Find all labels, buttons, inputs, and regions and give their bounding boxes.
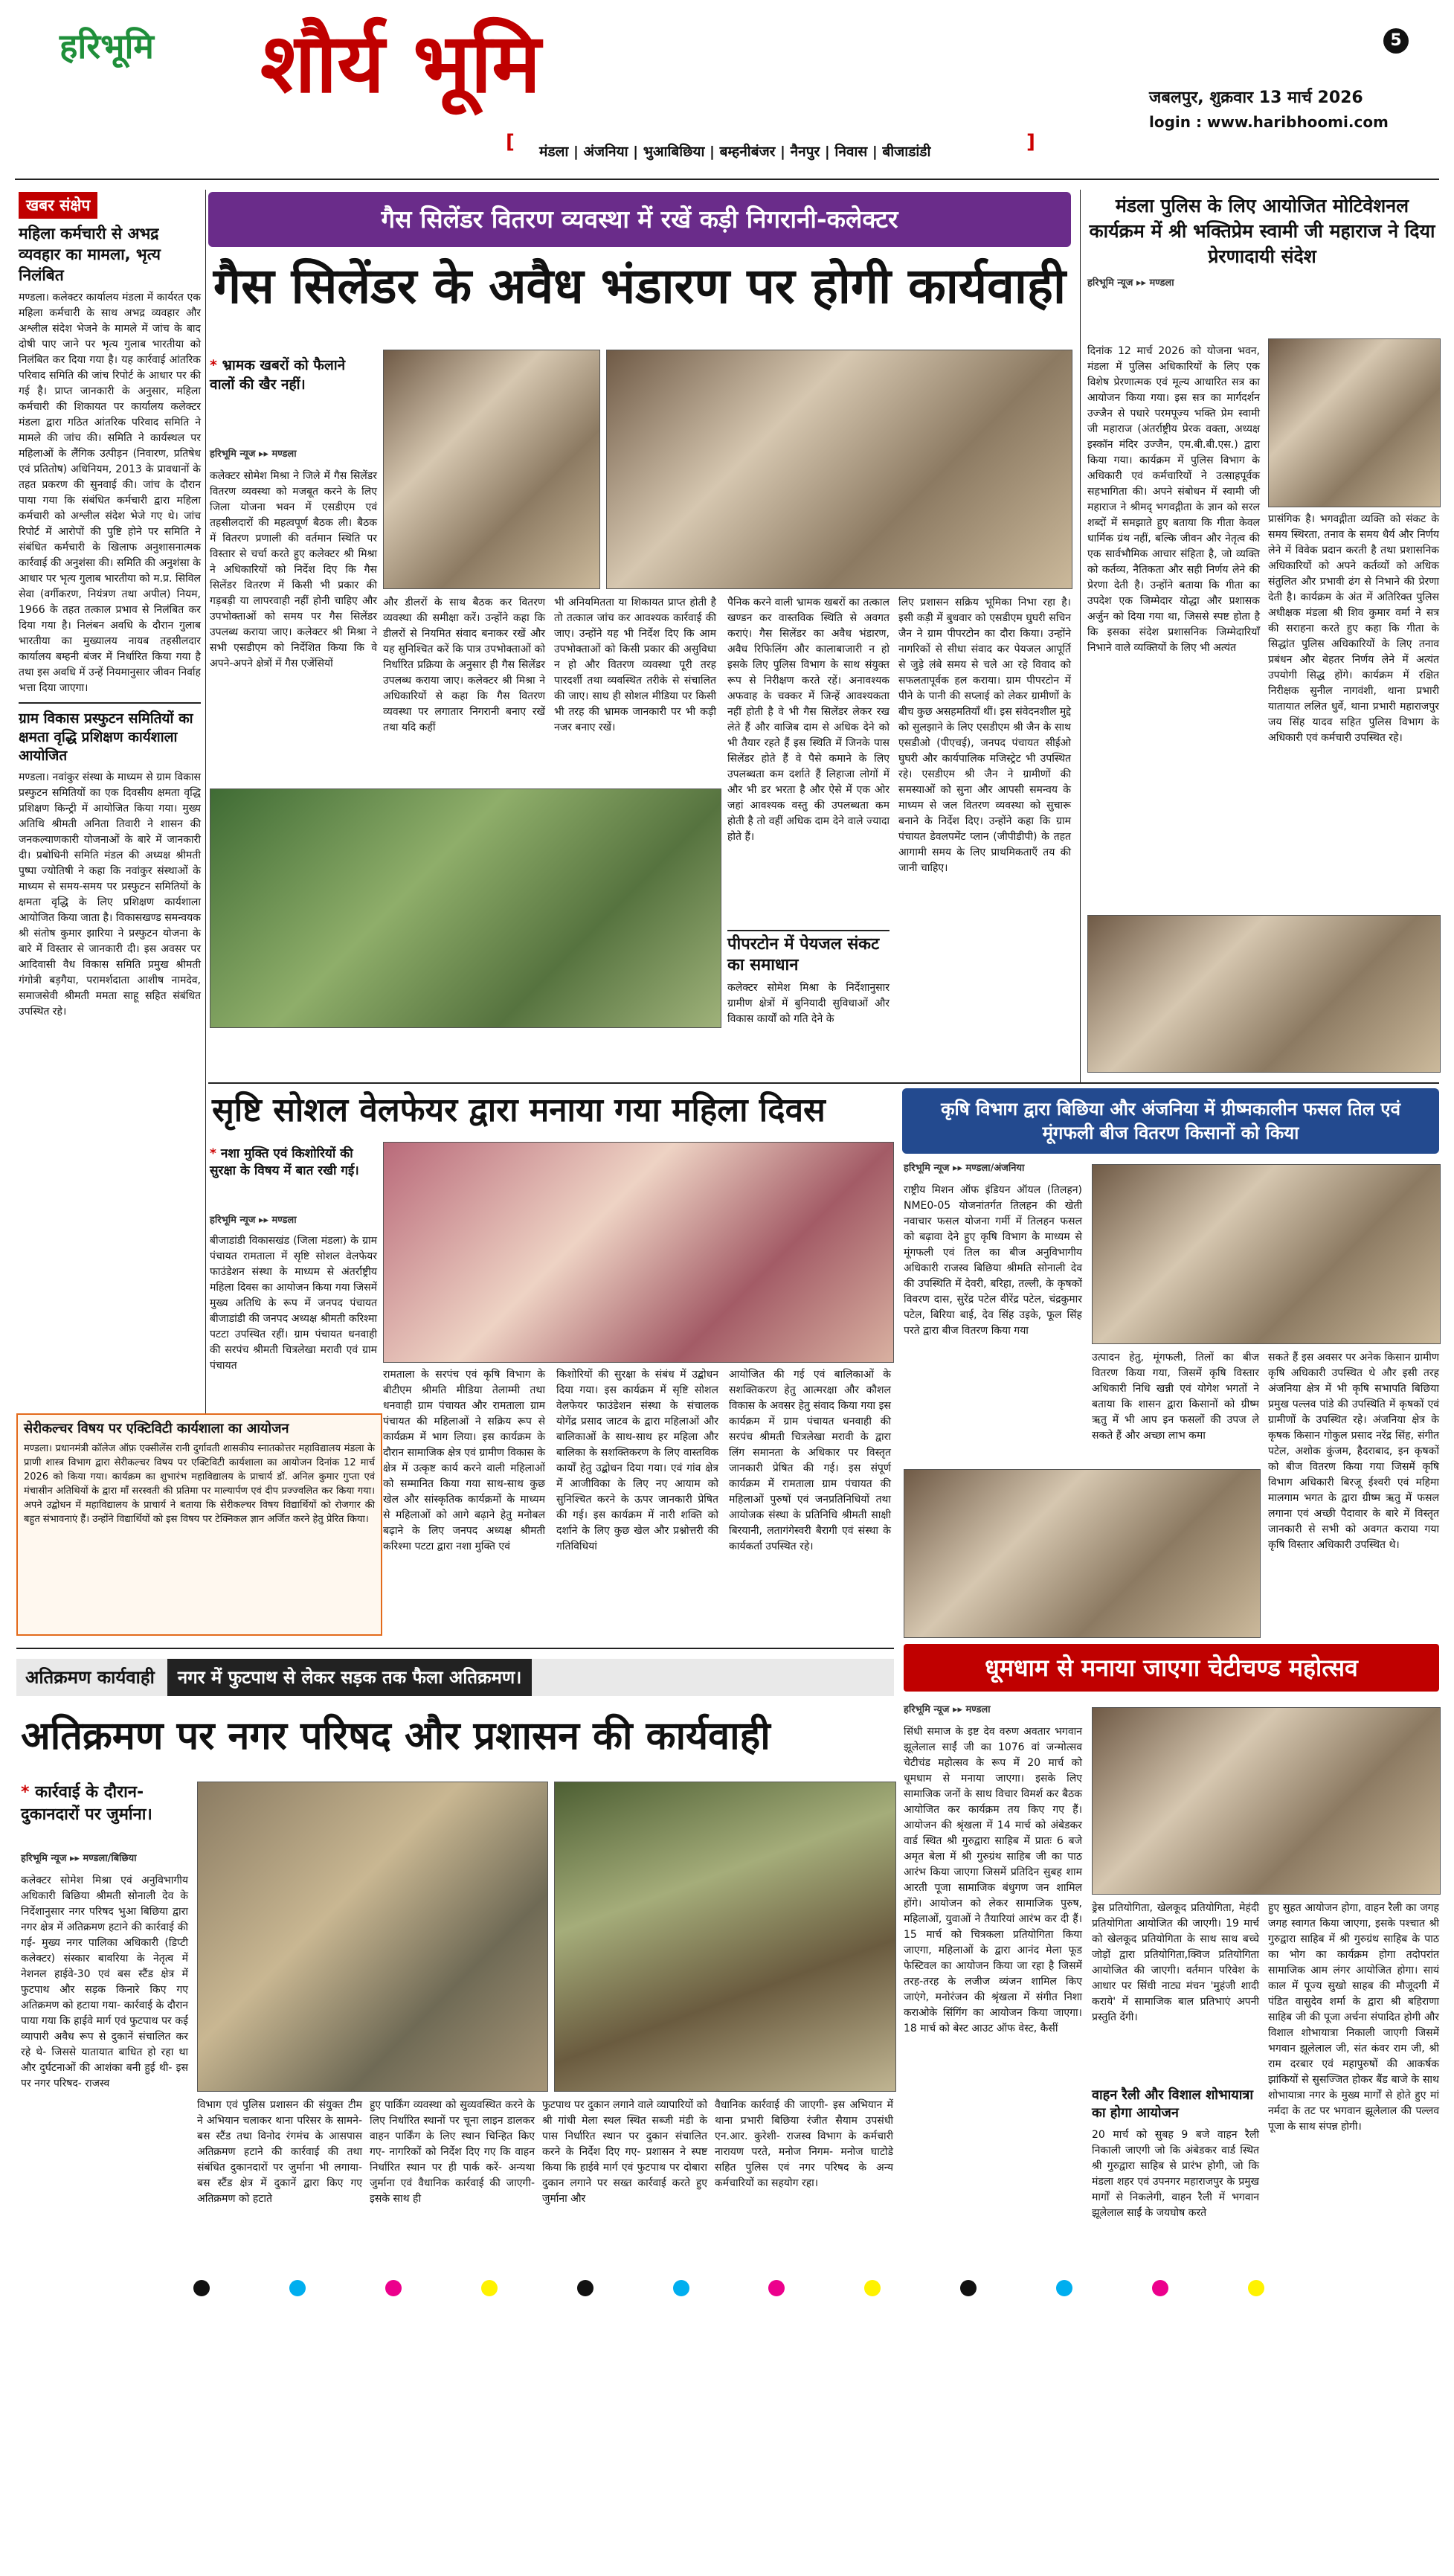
section-title: शौर्य भूमि [260,16,541,111]
brief-label: खबर संक्षेप [19,192,97,219]
print-registration-marks [193,2280,1264,2296]
police-credit: हरिभूमि न्यूज ▸▸ मण्डला [1087,277,1174,289]
police-hall-photo [1087,915,1441,1073]
chetichand-banner: धूमधाम से मनाया जाएगा चेटीचण्ड महोत्सव [904,1644,1439,1692]
police-col1: दिनांक 12 मार्च 2026 को योजना भवन, मंडला में पुलिस अधिकारियों के लिए एक विशेष प्रेरणात्मक एवं मूल्य आधारित सत्र का आयोजन किया गया। इस सत्र का मार्गदर्शन उज्जैन से पधारे परमपूज्य भक्ति प्रेम स्वामी जी महाराज (अंतर्राष्ट्रीय प्रेरक वक्ता, अध्यक्ष इस्कॉन मंदिर उज्जैन, एम.बी.बी.एस.) द्वारा किया गया। कार्यक्रम में पुलिस विभाग के अधिकारी एवं कर्मचारियों ने उत्साहपूर्वक सहभागिता की। अपने संबोधन में स्वामी जी महाराज ने श्रीमद् भगवद्गीता के ज्ञान को सरल शब्दों में समझाते हुए बताया कि गीता केवल धार्मिक ग्रंथ नहीं, बल्कि जीवन और नेतृत्व की एक सार्वभौमिक आचार संहिता है, जो व्यक्ति को कर्तव्य, नैतिकता और सही निर्णय लेने की प्रेरणा देती है। उन्होंने बताया कि गीता का उपदेश एक जिम्मेदार योद्धा और प्रशासक अर्जुन को दिया गया था, जिससे स्पष्ट होता है कि इसका संदेश प्रशासनिक जिम्मेदारियाँ निभाने वाले व्यक्तियों के लिए भी अत्यंत [1087,345,1260,654]
areas-list: मंडला | अंजनिया | भुआबिछिया | बम्हनीबंजर | नैनपुर | निवास | बीजाडांडी [539,144,931,160]
womens-day-col3: किशोरियों की सुरक्षा के संबंध में उद्बोधन दिया गया। इस कार्यक्रम में सृष्टि सोशल वेलफेयर फाउंडेशन संस्था के संचालक योगेंद्र प्रसाद जाटव के द्वारा महिलाओं और बालिकाओं के साथ-साथ हर महिला और बालिका के सशक्तिकरण के लिए वास्तविक कार्यों हेतु उद्बोधन दिया गया। एवं गांव क्षेत्र में आजीविका के लिए नए आयाम को सुनिश्चित करने के ऊपर जानकारी प्रेषित की गई। इस कार्यक्रम में नारी शक्ति को दर्शाने के लिए कुछ खेल और प्रश्नोत्तरी की गतिविधियां [556,1369,718,1552]
column-rule [205,190,206,1625]
gas-col3: भी अनियमितता या शिकायत प्राप्त होती है तो तत्काल जांच कर आवश्यक कार्रवाई की जाए। उन्होंने यह भी निर्देश दिए कि आम उपभोक्ताओं को किसी प्रकार की असुविधा न हो और वितरण व्यवस्था पूरी तरह पारदर्शी तथा व्यवस्थित तरीके से संचालित की जाए। साथ ही सोशल मीडिया पर किसी भी तरह की भ्रामक जानकारी पर भी कड़ी नजर बनाए रखें। [554,597,716,733]
agri-col2: उत्पादन हेतु, मूंगफली, तिलों का बीज वितरण किया गया, जिसमें कृषि विस्तार अधिकारी निधि खन्नी एवं योगेश भगतों ने बताया कि शासन द्वारा किसानों को ग्रीष्म ऋतु में भी आप इन फसलों की उपज ले सकते हैं और अच्छा लाभ कमा [1092,1352,1259,1442]
police-headline: मंडला पुलिस के लिए आयोजित मोटिवेशनल कार्यक्रम में श्री भक्तिप्रेम स्वामी जी महाराज ने दिया प्रेरणादायी संदेश [1089,195,1435,267]
womens-day-pullquote: * नशा मुक्ति एवं किशोरियों की सुरक्षा के विषय में बात रखी गई। [210,1146,381,1180]
chetichand-subbody: 20 मार्च को सुबह 9 बजे वाहन रैली निकाली जाएगी जो कि अंबेडकर वार्ड स्थित श्री गुरुद्वारा साहिब से प्रारंभ होगी, जो कि मंडला शहर एवं उपनगर महाराजपुर के प्रमुख मार्गों से निकलेगी, वाहन रैली में भगवान झूलेलाल साईं के जयघोष करते [1092,2129,1259,2219]
chetichand-col2: ड्रेस प्रतियोगिता, खेलकूद प्रतियोगिता, मेहंदी प्रतियोगिता आयोजित की जाएगी। 19 मार्च को खेलकूद प्रतियोगिता के साथ साथ बच्चे जोड़ों द्वारा प्रतियोगिता,क्विज प्रतियोगिता आयोजित की जाएगी। वर्तमान परिवेश के आधार पर सिंधी नाट्य मंचन 'मुहंजी शादी कराये' में सामाजिक बाल प्रतिभाएं अपनी प्रस्तुति देंगी। [1092,1902,1259,2023]
date-line: जबलपुर, शुक्रवार 13 मार्च 2026 [1149,89,1363,107]
gas-col2: और डीलरों के साथ बैठक कर वितरण व्यवस्था की समीक्षा करें। उन्होंने कहा कि डीलरों से नियमित संवाद बनाकर रखें और यह सुनिश्चित करें कि पात्र उपभोक्ताओं को निर्धारित प्रक्रिया के अनुसार ही गैस सिलेंडर उपलब्ध कराया जाए। कलेक्टर श्री मिश्रा ने अधिकारियों से कहा कि गैस वितरण व्यवस्था पर लगातार निगरानी बनाए रखें तथा यदि कहीं [383,597,545,733]
areas-bracket-right: ] [1026,131,1035,153]
encroach-col2: विभाग एवं पुलिस प्रशासन की संयुक्त टीम ने अभियान चलाकर थाना परिसर के सामने- बस स्टैंड तथा विनोद रंगमंच के आसपास अतिक्रमण हटाने की कार्रवाई की तथा संबंधित दुकानदारों पर जुर्माना भी लगाया- बस स्टैंड क्षेत्र में दुकानें द्वारा किए गए अतिक्रमण को हटाते [197,2099,362,2205]
brand-logo: हरिभूमि [59,26,154,66]
piparton-subhead: पीपरटोन में पेयजल संकट का समाधान [727,930,890,976]
gas-pullquote: * भ्रामक खबरों को फैलाने वालों की खैर नहीं। [210,356,373,394]
gas-headline: गैस सिलेंडर के अवैध भंडारण पर होगी कार्यवाही [213,257,1067,315]
sericulture-headline: सेरीकल्चर विषय पर एक्टिविटी कार्यशाला का आयोजन [24,1421,289,1436]
chetichand-subhead: वाहन रैली और विशाल शोभायात्रा का होगा आयोजन [1092,2087,1253,2121]
brief-story1-body: मण्डला। कलेक्टर कार्यालय मंडला में कार्यरत एक महिला कर्मचारी के साथ अभद्र व्यवहार और अश्लील संदेश भेजने के मामले में जांच के बाद दोषी पाए जाने पर भृत्य गुलाब भारतीया को निलंबित कर दिया गया है। यह कार्रवाई आंतरिक परिवाद समिति की जांच रिपोर्ट के आधार पर की गई है। प्राप्त जानकारी के अनुसार, महिला कर्मचारी की शिकायत पर कार्यालय कलेक्टर मंडला द्वारा गठित आंतरिक परिवाद समिति ने मामले की जांच की। समिति ने कार्यस्थल पर महिलाओं के लैंगिक उत्पीड़न (निवारण, प्रतिषेध एवं प्रतितोष) अधिनियम, 2013 के प्रावधानों के तहत प्रकरण की सुनवाई की। जांच के दौरान पाया गया कि संबंधित कर्मचारी द्वारा महिला कर्मचारी को अश्लील संदेश भेजे गए थे। जांच रिपोर्ट में आरोपों की पुष्टि होने पर समिति ने संबंधित कर्मचारी के खिलाफ अनुशासनात्मक कार्रवाई की अनुशंसा की। समिति की अनुशंसा के आधार पर भृत्य गुलाब भारतीया को म.प्र. सिविल सेवा (वर्गीकरण, नियंत्रण तथा अपील) नियम, 1966 के तहत तत्काल प्रभाव से निलंबित कर दिया गया है। निलंबन अवधि के दौरान गुलाब भारतीया का मुख्यालय नायब तहसीलदार कार्यालय बम्हनी बंजर में निर्धारित किया गया है तथा इस अवधि में उन्हें नियमानुसार जीवन निर्वाह भत्ता दिया जाएगा। [19,292,201,694]
encroach-street-photo [197,1782,548,2092]
section-divider [16,1648,894,1649]
gas-col5: लिए प्रशासन सक्रिय भूमिका निभा रहा है। इसी कड़ी में बुधवार को एसडीएम घुघरी सचिन जैन ने ग्राम पीपरटोन का दौरा किया। उन्होंने नागरिकों से सीधा संवाद कर पेयजल आपूर्ति से जुड़े लंबे समय से चले आ रहे विवाद को सफलतापूर्वक हल कराया। ग्राम पीपरटोन में पीने के पानी की सप्लाई को लेकर ग्रामीणों के बीच कुछ असहमतियाँ थीं। इस संवेदनशील मुद्दे को सुलझाने के लिए एसडीएम श्री जैन के साथ एसडीओ (पीएचई), जनपद पंचायत सीईओ घुघरी और कार्यपालिक मजिस्ट्रेट भी उपस्थित रहे। एसडीएम श्री जैन ने ग्रामीणों की समस्याओं को सुना और आपसी समन्वय के माध्यम से जल वितरण व्यवस्था को सुचारू बनाने के निर्देश दिए। उन्होंने कहा कि ग्राम पंचायत डेवलपमेंट प्लान (जीपीडीपी) के तहत आगामी समय के लिए प्राथमिकताएँ तय की जानी चाहिए। [898,597,1071,874]
womens-day-col2: रामताला के सरपंच एवं कृषि विभाग के बीटीएम श्रीमति मीडिया तेलाम्मी तथा धनवाही ग्राम पंचायत और रामताला ग्राम पंचायत की महिलाओं ने सक्रिय रूप से कार्यक्रम में भाग लिया। इस कार्यक्रम के दौरान सामाजिक क्षेत्र एवं ग्रामीण विकास के क्षेत्र में उत्कृष्ट कार्य करने वाली महिलाओं को सम्मानित किया गया साथ-साथ कुछ खेल और सांस्कृतिक कार्यक्रमों के माध्यम से महिलाओं को आगे बढ़ाने हेतु मनोबल बढ़ाने के लिए जनपद अध्यक्ष श्रीमती करिश्मा पटटा द्वारा नशा मुक्ति एवं [383,1369,545,1552]
agri-seed-photo [1092,1164,1441,1344]
encroach-col4: फुटपाथ पर दुकान लगाने वाले व्यापारियों को श्री गांधी मेला स्थल स्थित सब्जी मंडी के पास निर्धारित स्थान पर दुकान संचालित करने के निर्देश दिए गए- प्रशासन ने स्पष्ट किया कि हाईवे मार्ग एवं फुटपाथ पर दोबारा दुकान लगाने पर सख्त कार्रवाई करते हुए जुर्माना और [542,2099,707,2205]
gas-banner: गैस सिलेंडर वितरण व्यवस्था में रखें कड़ी निगरानी-कलेक्टर [208,192,1071,247]
gas-col1: कलेक्टर सोमेश मिश्रा ने जिले में गैस सिलेंडर वितरण व्यवस्था को मजबूत करने के लिए जिला योजना भवन में एसडीएम एवं तहसीलदारों की महत्वपूर्ण बैठक ली। बैठक में वितरण प्रणाली की वर्तमान स्थिति पर विस्तार से चर्चा करते हुए कलेक्टर श्री मिश्रा ने अधिकारियों को निर्देश दिए कि गैस सिलेंडर वितरण में किसी भी प्रकार की गड़बड़ी या लापरवाही नहीं होनी चाहिए और उपभोक्ताओं को समय पर गैस सिलेंडर उपलब्ध कराया जाए। कलेक्टर श्री मिश्रा ने सभी एसडीएम को निर्देशित किया कि वे अपने-अपने क्षेत्रों में गैस एजेंसियों [210,470,377,669]
agri-banner: कृषि विभाग द्वारा बिछिया और अंजनिया में ग्रीष्मकालीन फसल तिल एवं मूंगफली बीज वितरण किसानों को किया [902,1088,1439,1154]
encroach-col1: कलेक्टर सोमेश मिश्रा एवं अनुविभागीय अधिकारी बिछिया श्रीमती सोनाली देव के निर्देशानुसार नगर परिषद भुआ बिछिया द्वारा नगर क्षेत्र में अतिक्रमण हटाने की कार्रवाई की गई- मुख्य नगर पालिका अधिकारी (डिप्टी कलेक्टर) संस्कार बावरिया के नेतृत्व में नेशनल हाईवे-30 एवं बस स्टैंड क्षेत्र में फुटपाथ और सड़क किनारे किए गए अतिक्रमण को हटाया गया- कार्रवाई के दौरान पाया गया कि हाईवे मार्ग एवं फुटपाथ पर कई व्यापारी अवैध रूप से दुकानें संचालित कर रहे थे- जिससे यातायात बाधित हो रहा था और दुर्घटनाओं की आशंका बनी हुई थी- इस पर नगर परिषद- राजस्व [21,1875,188,2090]
swami-photo [1268,338,1441,507]
gas-col4: पैनिक करने वाली भ्रामक खबरों का तत्काल खण्डन कर वास्तविक स्थिति से अवगत कराएं। गैस सिलेंडर का अवैध भंडारण, अवैध रिफिलिंग और कालाबाजारी न हो इसके लिए पुलिस विभाग के साथ संयुक्त रूप से निरीक्षण करते रहें। अनावश्यक अफवाह के चक्कर में जिन्हें आवश्यकता नहीं होती है वे भी गैस सिलेंडर लेकर रख लेते हैं और वाजिब दाम से अधिक देने को भी तैयार रहते हैं इस स्थिति में जिनके पास सिलेंडर होते हैं वे पैसे कमाने के लिए उपलब्धता कम दर्शाते हैं लिहाजा लोगों में और भी डर भरता है और ऐसे में एक ओर जहां आवश्यक वस्तु की उपलब्धता कम होती है तो वहीं अधिक दाम देने वाले ज्यादा होते हैं। [727,597,890,843]
encroach-credit: हरिभूमि न्यूज ▸▸ मण्डला/बिछिया [21,1853,137,1864]
womens-day-col4: आयोजित की गई एवं बालिकाओं के सशक्तिकरण हेतु आत्मरक्षा और कौशल विकास के अवसर हेतु संवाद किया गया इस कार्यक्रम में ग्राम पंचायत धनवाही की सरपंच श्रीमती चित्रलेखा मरावी के द्वारा लिंग समानता के अधिकार पर विस्तृत जानकारी प्रेषित की गई। इस संपूर्ण कार्यक्रम में रामताला ग्राम पंचायत की महिलाओं पुरुषों एवं जनप्रतिनिधियों तथा आयोजक संस्था के प्रतिनिधि श्रीमती साक्षी बिरयानी, लतागंगेस्वरी बैरागी एवं संस्था के कार्यकर्ता उपस्थित रहे। [729,1369,891,1552]
encroach-tree-photo [554,1782,896,2092]
village-meeting-photo [210,788,721,1028]
column-rule [1080,190,1081,1082]
encroach-pullquote: * कार्रवाई के दौरान- दुकानदारों पर जुर्माना। [21,1782,188,1826]
encroach-kicker: नगर में फुटपाथ से लेकर सड़क तक फैला अतिक्रमण। [167,1659,532,1696]
encroach-headline: अतिक्रमण पर नगर परिषद और प्रशासन की कार्यवाही [21,1714,771,1758]
brief-story1-headline: महिला कर्मचारी से अभद्र व्यवहार का मामला, भृत्य निलंबित [19,225,161,284]
encroach-col3: हुए पार्किंग व्यवस्था को सुव्यवस्थित करने के लिए निर्धारित स्थानों पर चूना लाइन डालकर वाहन पार्किंग के लिए स्थान चिन्हित किए गए- नागरिकों को निर्देश दिए गए कि वाहन निर्धारित स्थान पर ही पार्क करें- अन्यथा जुर्माना एवं वैधानिक कार्रवाई की जाएगी- इसके साथ ही [370,2099,535,2205]
womens-day-headline: सृष्टि सोशल वेलफेयर द्वारा मनाया गया महिला दिवस [212,1091,826,1129]
agri-col1: राष्ट्रीय मिशन ऑफ इंडियन ऑयल (तिलहन) NME0-05 योजनांतर्गत तिलहन की खेती नवाचार फसल योजना गर्मी में तिलहन फसल को बढ़ावा देने हुए कृषि विभाग के माध्यम से मूंगफली एवं तिल का बीज अनुविभागीय अधिकारी राजस्व बिछिया श्रीमति सोनाली देव की उपस्थिति में देवरी, बरिहा, तल्ली, के कृषकों विवरण दास, सुरेंद्र पटेल वीरेंद्र पटेल, चंद्रकुमार पटेल, बिरिया बाई, देव सिंह उइके, फूल सिंह परते द्वारा बीज वितरण किया गया [904,1184,1082,1337]
encroach-kicker-bar [16,1659,894,1696]
meeting-photo [606,350,1072,589]
piparton-intro: कलेक्टर सोमेश मिश्रा के निर्देशानुसार ग्रामीण क्षेत्रों में बुनियादी सुविधाओं और विकास कार्यों को गति देने के [727,982,890,1025]
agri-credit: हरिभूमि न्यूज ▸▸ मण्डला/अंजनिया [904,1163,1025,1174]
chetichand-credit: हरिभूमि न्यूज ▸▸ मण्डला [904,1704,991,1715]
sericulture-body: मण्डला। प्रधानमंत्री कॉलेज ऑफ़ एक्सीलेंस रानी दुर्गावती शासकीय स्नातकोत्तर महाविद्यालय मंडला के प्राणी शास्त्र विभाग द्वारा सेरीकल्चर विषय पर एक्टिविटी कार्यशाला का आयोजन दिनांक 12 मार्च 2026 को किया गया। कार्यक्रम का शुभारंभ महाविद्यालय के प्राचार्य डॉ. अनिल कुमार गुप्ता एवं मंचासीन अतिथियों के द्वारा माँ सरस्वती की प्रतिमा पर माल्यार्पण एवं दीप प्रज्ज्वलित कर किया गया। अपने उद्बोधन में महाविद्यालय के प्राचार्य ने बताया कि सेरीकल्चर विषय विद्यार्थियों को रोजगार की बहुत संभावनाएं हैं। उन्होंने विद्यार्थियों को इस विषय पर टेक्निकल ज्ञान अर्जित करने हेतु प्रेरित किया। [24,1443,375,1525]
brief-column [19,192,201,1020]
womens-day-credit: हरिभूमि न्यूज ▸▸ मण्डला [210,1215,297,1226]
chetichand-col3: हुए सुहत आयोजन होगा, वाहन रैली का जगह जगह स्वागत किया जाएगा, इसके पश्चात श्री गुरुद्वारा साहिब में श्री गुरुग्रंथ साहिब के पाठ का भोग का कार्यक्रम होगा तदोपरांत सामाजिक आम लंगर आयोजित होगा। सायं काल में पूज्य सुखो साहब की मौजूदगी में पंडित वासुदेव शर्मा के द्वारा श्री बहिराणा साहिब जी की पूजा अर्चना संपादित होगी और विशाल शोभायात्रा निकाली जाएगी जिसमें भगवान झूलेलाल जी, संत कंवर राम जी, श्री राम दरबार एवं महापुरुषों की आकर्षक झांकियों से सुसज्जित होकर बैंड बाजे के साथ शोभायात्रा नगर के मुख्य मार्गों से होते हुए मां नर्मदा के तट पर भगवान झूलेलाल की पल्लव पूजा के साथ संपन्न होगी। [1268,1902,1439,2133]
police-col2: प्रासंगिक है। भगवद्गीता व्यक्ति को संकट के समय स्थिरता, तनाव के समय धैर्य और निर्णय लेने में विवेक प्रदान करती है तथा प्रशासनिक अधिकारियों को अपने कर्तव्यों को अधिक संतुलित और प्रभावी ढंग से निभाने की प्रेरणा देती है। कार्यक्रम के अंत में अतिरिक्त पुलिस अधीक्षक मंडला श्री शिव कुमार वर्मा ने सत्र की सराहना करते हुए कहा कि गीता के सिद्धांत पुलिस अधिकारियों के लिए तनाव प्रबंधन और बेहतर निर्णय लेने में अत्यंत उपयोगी सिद्ध होंगे। कार्यक्रम में रक्षित निरीक्षक सुनील नागवंशी, थाना प्रभारी यातायात ललित धुर्वे, थाना प्रभारी महाराजपुर जय सिंह यादव सहित पुलिस विभाग के अधिकारी एवं कर्मचारी उपस्थित रहे। [1268,513,1439,744]
chetichand-meeting-photo [1092,1707,1441,1895]
chetichand-col1: सिंधी समाज के इष्ट देव वरुण अवतार भगवान झूलेलाल साईं जी का 1076 वां जन्मोत्सव चेटीचंड महोत्सव के रूप में 20 मार्च को धूमधाम से मनाया जाएगा। इसके लिए सामाजिक जनों के साथ विचार विमर्श कर बैठक आयोजित कर कार्यक्रम तय किए गए हैं। आयोजन की श्रृंखला में 14 मार्च को अंबेडकर वार्ड स्थित श्री गुरुद्वारा साहिब में प्रातः 6 बजे अमृत बेला में श्री गुरुग्रंथ साहिब जी का पाठ आरंभ किया जाएगा जिसमें प्रतिदिन सुबह शाम आरती पूजा सामाजिक बंधुगण जन शामिल होंगे। आयोजन को लेकर सामाजिक पुरुष, महिलाओं, युवाओं ने तैयारियां आरंभ कर दी हैं। 15 मार्च को चित्रकला प्रतियोगिता किया जाएगा, महिलाओं के द्वारा आनंद मेला फूड फेस्टिवल का आयोजन किया जा रहा है जिसमें तरह-तरह के लजीज व्यंजन शामिल किए जाएंगे, मनोरंजन की श्रृंखला में संगीत निशा कराओके सिंगिंग का आयोजन किया जाएगा। 18 मार्च को बेस्ट आउट ऑफ वेस्ट, कैसीं [904,1726,1082,2034]
brief-story2-body: मण्डला। नवांकुर संस्था के माध्यम से ग्राम विकास प्रस्फुटन समितियों का एक दिवसीय क्षमता वृद्धि प्रशिक्षण किन्ट्री में आयोजित किया गया। मुख्य अतिथि श्रीमती अनिता तिवारी ने शासन की जनकल्याणकारी योजनाओं के बारे में जानकारी दी। प्रबोधिनी समिति मंडल की अध्यक्ष श्रीमती पुष्पा ज्योतिषी ने कहा कि नवांकुर संस्थाओं के माध्यम से समय-समय पर प्रस्फुटन समितियों के क्षमता वृद्धि के लिए प्रशिक्षण कार्यशाला आयोजित किया जाता है। विकासखण्ड समन्वयक श्री संतोष कुमार झारिया ने प्रस्फुटन योजना के बारे में विस्तार से जानकारी दी। इस अवसर पर आदिवासी वैध विकास समिति प्रमुख श्रीमती गंगोत्री बड़गैया, परामर्शदाता आशीष नामदेव, समाजसेवी श्रीमती ममता साहू सहित संबंधित उपस्थित रहे। [19,771,201,1018]
encroach-col5: वैधानिक कार्रवाई की जाएगी- इस अभियान में थाना प्रभारी बिछिया रंजीत सैयाम उपसंधी एन.आर. कुरेशी- राजस्व विभाग के कर्मचारी नारायण परते, मनोज निगम- मनोज घाटोडे सहित पुलिस एवं नगर परिषद के अन्य कर्मचारियों का सहयोग रहा। [715,2099,893,2189]
section-divider [208,1082,1439,1084]
brief-divider [19,702,201,704]
agri-col3: सकते हैं इस अवसर पर अनेक किसान ग्रामीण कृषि अधिकारी उपस्थित थे और इसी तरह अंजनिया क्षेत्र में भी कृषि सभापति बिछिया प्रमुख पल्लव पांडे की उपस्थिति में कृषकों एवं ग्रामीणों के उपस्थित रहे। अंजनिया क्षेत्र के कृषक किसान गोकुल प्रसाद नरेंद्र सिंह, संगीत पटेल, अशोक कुंजम, हैदराबाद, इन कृषकों को बीज वितरण किया गया जिसमें कृषि विभाग अधिकारी बिरजू ईश्वरी एवं महिमा मालगाम भगत के द्वारा ग्रीष्म ऋतु में फसल लगाना एवं अच्छी पैदावार के बारे में विस्तृत जानकारी से सभी को अवगत कराया गया कृषि विस्तार अधिकारी उपस्थित थे। [1268,1352,1439,1551]
header-divider [15,179,1439,180]
collector-photo [383,350,600,589]
womens-day-col1: बीजाडांडी विकासखंड (जिला मंडला) के ग्राम पंचायत रामताला में सृष्टि सोशल वेलफेयर फाउंडेशन संस्था के माध्यम से अंतर्राष्ट्रीय महिला दिवस का आयोजन किया गया जिसमें मुख्य अतिथि के रूप में जनपद पंचायत बीजाडांडी की जनपद अध्यक्ष श्रीमती करिश्मा पटटा उपस्थित रहीं। ग्राम पंचायत धनवाही की सरपंच श्रीमती चित्रलेखा मरावी एवं ग्राम पंचायत [210,1235,377,1372]
brief-story2-headline: ग्राम विकास प्रस्फुटन समितियों का क्षमता वृद्धि प्रशिक्षण कार्यशाला आयोजित [19,710,193,764]
gas-credit: हरिभूमि न्यूज ▸▸ मण्डला [210,449,297,460]
sericulture-box [16,1413,382,1636]
areas-bracket-left: [ [506,131,515,153]
agri-anjania-photo [904,1469,1261,1638]
website-link[interactable]: login : www.haribhoomi.com [1149,113,1389,131]
page-number: 5 [1383,28,1409,54]
womens-day-photo [383,1142,894,1363]
encroach-label: अतिक्रमण कार्यवाही [25,1667,155,1688]
